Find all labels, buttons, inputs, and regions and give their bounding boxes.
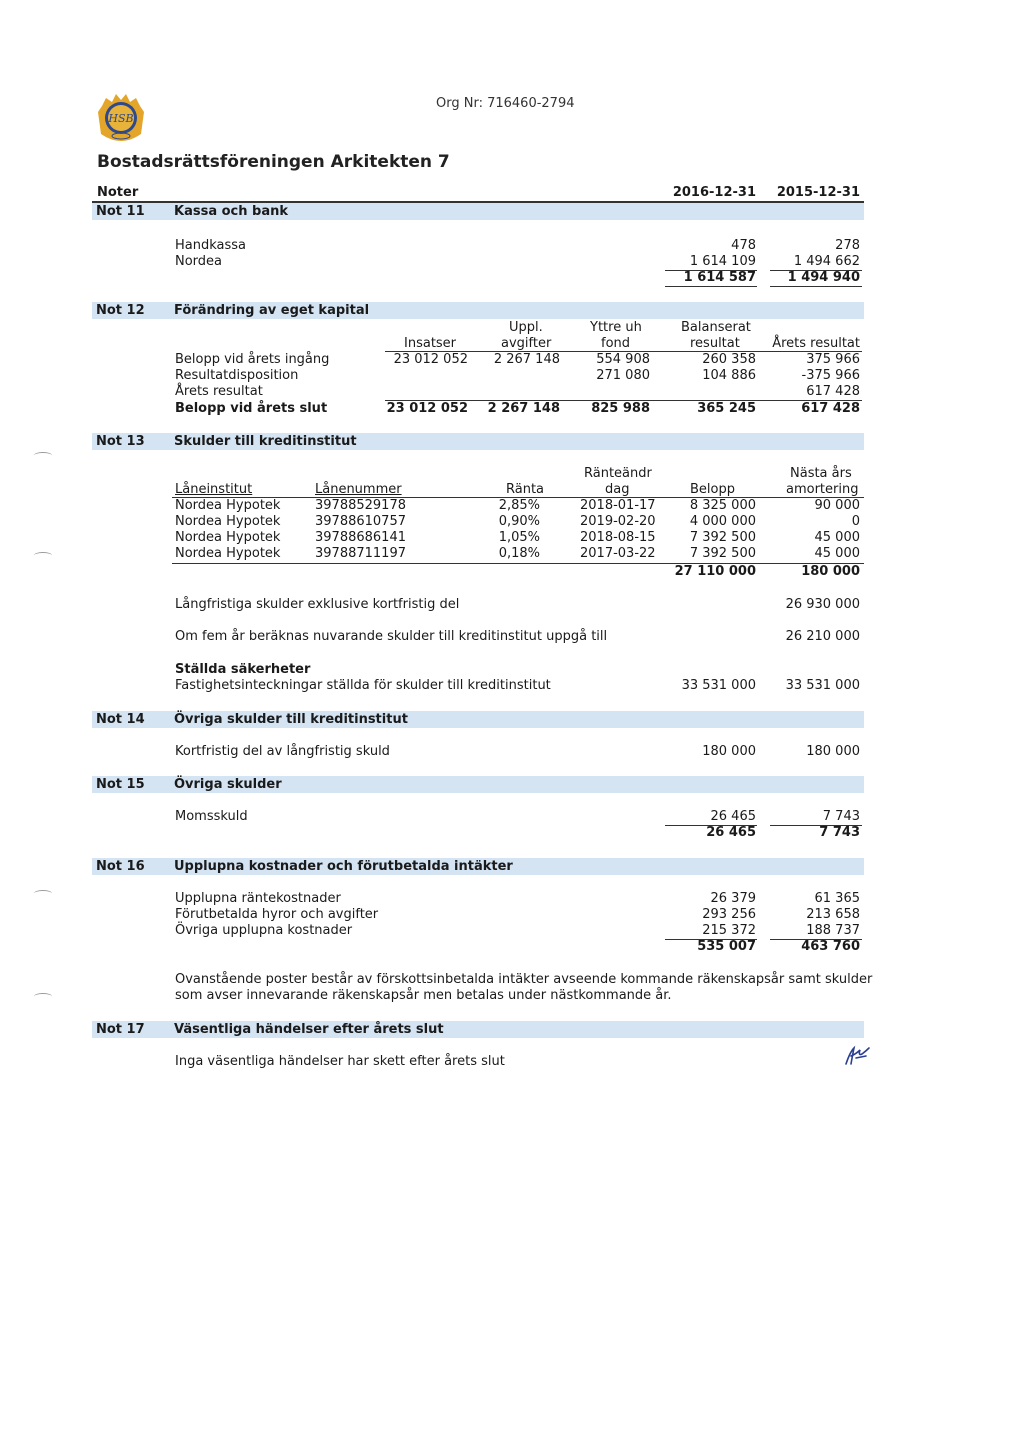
cell-belopp: 7 392 500: [689, 546, 756, 561]
cell-balanserat: 104 886: [702, 368, 756, 383]
total-belopp: 27 110 000: [674, 564, 756, 579]
row-label: Långfristiga skulder exklusive kortfristig del: [175, 597, 460, 612]
total-2016: 1 614 587: [683, 270, 756, 285]
cell-amortering: 45 000: [814, 546, 860, 561]
col-heading: Balanserat: [681, 320, 751, 335]
note-number: Not 17: [96, 1022, 145, 1037]
total-2016: 535 007: [697, 939, 756, 954]
signature-initials: [842, 1044, 872, 1072]
row-label: Belopp vid årets ingång: [175, 352, 330, 367]
value-2016: 26 465: [710, 809, 756, 824]
value-2015: 213 658: [806, 907, 860, 922]
value-2016: 180 000: [702, 744, 756, 759]
value-2016: 1 614 109: [689, 254, 756, 269]
hsb-logo: [94, 92, 148, 144]
cell-laneinstitut: Nordea Hypotek: [175, 498, 281, 513]
note-title: Övriga skulder: [174, 777, 282, 792]
cell-ranta: 0,18%: [498, 546, 540, 561]
row-label: Årets resultat: [175, 384, 263, 399]
col-heading: Låneinstitut: [175, 482, 253, 497]
cell-ranta: 1,05%: [498, 530, 540, 545]
total-amortering: 180 000: [801, 564, 860, 579]
note-title: Väsentliga händelser efter årets slut: [174, 1022, 444, 1037]
note-title: Kassa och bank: [174, 204, 289, 219]
total-2015: 7 743: [819, 825, 860, 840]
note-title: Upplupna kostnader och förutbetalda intäkter: [174, 859, 513, 874]
total-label: Belopp vid årets slut: [175, 401, 328, 416]
note-title: Skulder till kreditinstitut: [174, 434, 357, 449]
row-label: Nordea: [175, 254, 223, 269]
punch-hole-mark: [34, 452, 52, 459]
col-heading: Ränta: [506, 482, 545, 497]
cell-amortering: 45 000: [814, 530, 860, 545]
row-label: Momsskuld: [175, 809, 248, 824]
cell-fond: 554 908: [596, 352, 650, 367]
value-2016: 478: [731, 238, 756, 253]
row-label: Övriga upplupna kostnader: [175, 923, 353, 938]
value-2015: 33 531 000: [785, 678, 860, 693]
value-2016: 26 379: [710, 891, 756, 906]
col-heading: resultat: [690, 336, 740, 351]
note-title: Övriga skulder till kreditinstitut: [174, 712, 408, 727]
note-text: Inga väsentliga händelser har skett efter årets slut: [175, 1054, 505, 1069]
total-2015: 463 760: [801, 939, 860, 954]
sum-rule: [770, 286, 862, 287]
col-heading: amortering: [786, 482, 859, 497]
cell-balanserat: 260 358: [702, 352, 756, 367]
cell-amortering: 90 000: [814, 498, 860, 513]
value-2016: 293 256: [702, 907, 756, 922]
row-label: Upplupna räntekostnader: [175, 891, 341, 906]
note-16-band: [92, 858, 864, 875]
cell-lanenummer: 39788711197: [315, 546, 406, 561]
cell-avgifter: 2 267 148: [493, 352, 560, 367]
value-2015: 188 737: [806, 923, 860, 938]
cell-ranta: 0,90%: [498, 514, 540, 529]
page-title: Bostadsrättsföreningen Arkitekten 7: [97, 152, 450, 172]
total-fond: 825 988: [591, 401, 650, 416]
row-label: Kortfristig del av långfristig skuld: [175, 744, 390, 759]
total-avgifter: 2 267 148: [487, 401, 560, 416]
cell-rante-andringsdag: 2018-08-15: [580, 530, 656, 545]
note-number: Not 13: [96, 434, 145, 449]
subsection-title: Ställda säkerheter: [175, 662, 311, 677]
total-2015: 1 494 940: [787, 270, 860, 285]
noter-heading: Noter: [97, 185, 139, 200]
cell-belopp: 7 392 500: [689, 530, 756, 545]
cell-lanenummer: 39788686141: [315, 530, 406, 545]
value-2015: 1 494 662: [793, 254, 860, 269]
note-number: Not 11: [96, 204, 145, 219]
cell-laneinstitut: Nordea Hypotek: [175, 514, 281, 529]
note-15-band: [92, 776, 864, 793]
note-14-band: [92, 711, 864, 728]
note-12-band: [92, 302, 864, 319]
col-heading: Nästa års: [790, 466, 852, 481]
col-heading: Uppl.: [509, 320, 543, 335]
cell-laneinstitut: Nordea Hypotek: [175, 546, 281, 561]
svg-text:HSB: HSB: [108, 112, 134, 125]
cell-arets: -375 966: [801, 368, 860, 383]
punch-hole-mark: [34, 552, 52, 559]
cell-belopp: 8 325 000: [689, 498, 756, 513]
col-heading: Lånenummer: [315, 482, 402, 497]
punch-hole-mark: [34, 890, 52, 897]
row-label: Resultatdisposition: [175, 368, 299, 383]
row-label: Fastighetsinteckningar ställda för skulder till kreditinstitut: [175, 678, 551, 693]
col-heading: fond: [601, 336, 631, 351]
cell-rante-andringsdag: 2017-03-22: [580, 546, 656, 561]
cell-belopp: 4 000 000: [689, 514, 756, 529]
note-title: Förändring av eget kapital: [174, 303, 370, 318]
cell-arets: 617 428: [806, 384, 860, 399]
note-text: Ovanstående poster består av förskottsinbetalda intäkter avseende kommande räkenskapsår samt skulder: [175, 972, 873, 987]
column-2015-heading: 2015-12-31: [776, 185, 860, 200]
cell-fond: 271 080: [596, 368, 650, 383]
value-2016: 26 930 000: [785, 597, 860, 612]
row-label: Förutbetalda hyror och avgifter: [175, 907, 379, 922]
total-arets: 617 428: [801, 401, 860, 416]
value-2015: 278: [835, 238, 860, 253]
row-label: Handkassa: [175, 238, 247, 253]
col-heading: Ränteändr: [584, 466, 652, 481]
total-insatser: 23 012 052: [386, 401, 468, 416]
col-heading: Årets resultat: [772, 336, 860, 351]
col-heading: dag: [605, 482, 630, 497]
value-2015: 180 000: [806, 744, 860, 759]
col-heading: Belopp: [690, 482, 735, 497]
value-2015: 61 365: [814, 891, 860, 906]
cell-rante-andringsdag: 2018-01-17: [580, 498, 656, 513]
note-13-band: [92, 433, 864, 450]
note-number: Not 14: [96, 712, 145, 727]
punch-hole-mark: [34, 993, 52, 1000]
note-11-band: [92, 203, 864, 220]
note-number: Not 16: [96, 859, 145, 874]
total-balanserat: 365 245: [697, 401, 756, 416]
cell-lanenummer: 39788610757: [315, 514, 406, 529]
value-2016: 26 210 000: [785, 629, 860, 644]
value-2016: 215 372: [702, 923, 756, 938]
col-heading: Yttre uh: [590, 320, 642, 335]
value-2015: 7 743: [822, 809, 860, 824]
col-heading: avgifter: [501, 336, 552, 351]
row-label: Om fem år beräknas nuvarande skulder till kreditinstitut uppgå till: [175, 629, 608, 644]
total-2016: 26 465: [706, 825, 756, 840]
value-2016: 33 531 000: [681, 678, 756, 693]
cell-rante-andringsdag: 2019-02-20: [580, 514, 656, 529]
cell-lanenummer: 39788529178: [315, 498, 406, 513]
cell-amortering: 0: [851, 514, 860, 529]
cell-ranta: 2,85%: [498, 498, 540, 513]
note-number: Not 15: [96, 777, 145, 792]
cell-arets: 375 966: [806, 352, 860, 367]
note-text: som avser innevarande räkenskapsår men betalas under nästkommande år.: [175, 988, 672, 1003]
cell-laneinstitut: Nordea Hypotek: [175, 530, 281, 545]
note-number: Not 12: [96, 303, 145, 318]
column-2016-heading: 2016-12-31: [672, 185, 756, 200]
org-number: Org Nr: 716460-2794: [436, 96, 575, 111]
note-17-band: [92, 1021, 864, 1038]
col-heading: Insatser: [404, 336, 457, 351]
cell-insatser: 23 012 052: [393, 352, 468, 367]
sum-rule: [665, 286, 757, 287]
